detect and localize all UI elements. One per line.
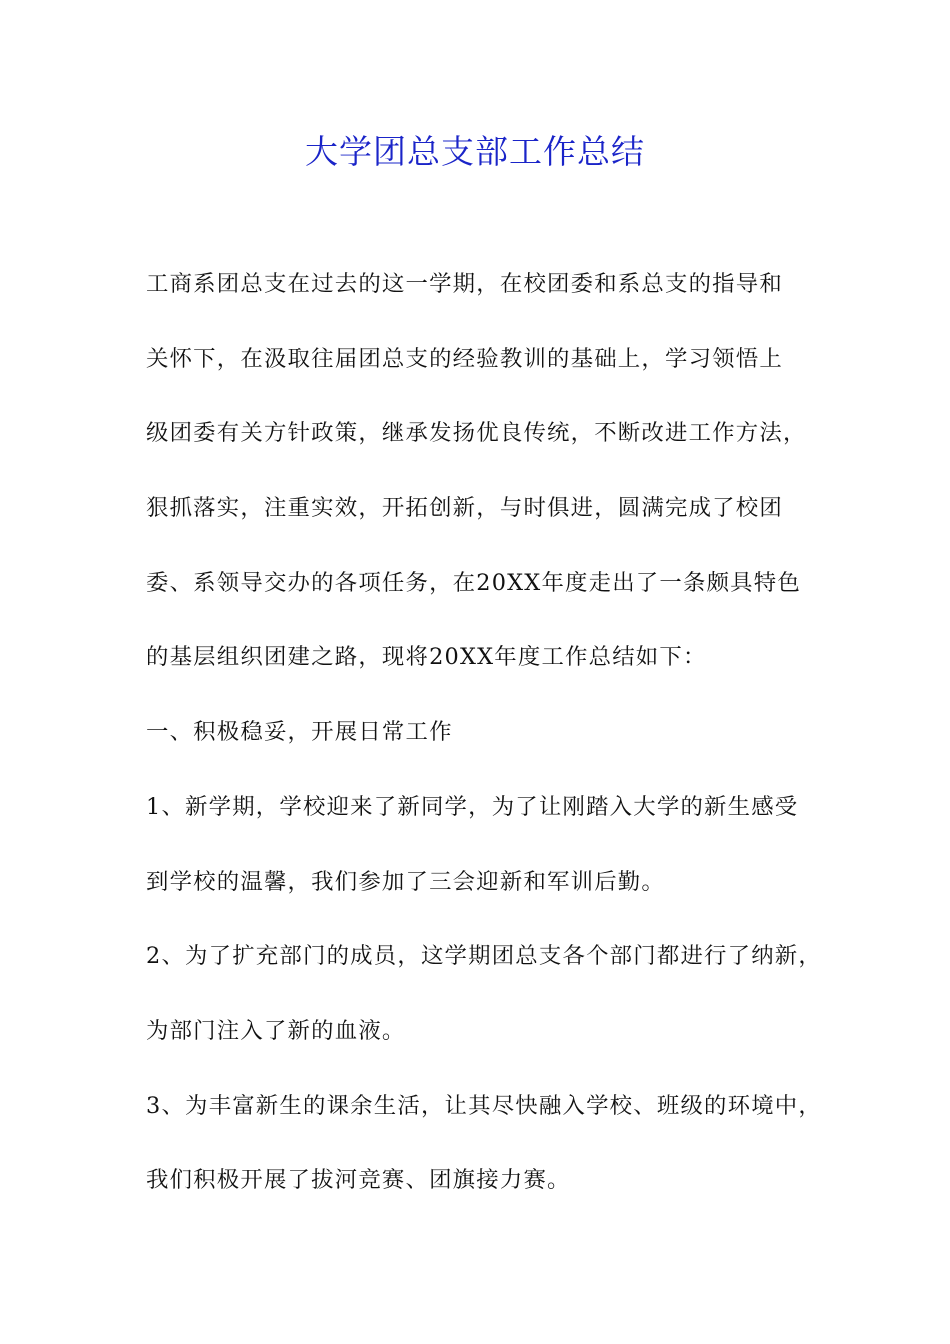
- body-line: 级团委有关方针政策，继承发扬优良传统，不断改进工作方法，: [146, 420, 807, 447]
- body-line: 我们积极开展了拔河竞赛、团旗接力赛。: [146, 1167, 571, 1194]
- body-line: 工商系团总支在过去的这一学期，在校团委和系总支的指导和: [146, 271, 783, 297]
- body-line: 关怀下，在汲取往届团总支的经验教训的基础上，学习领悟上: [146, 345, 783, 372]
- body-line: 狠抓落实，注重实效，开拓创新，与时俱进，圆满完成了校团: [146, 495, 783, 522]
- body-line: 2、为了扩充部门的成员，这学期团总支各个部门都进行了纳新，: [146, 943, 822, 970]
- body-line: 1、新学期，学校迎来了新同学，为了让刚踏入大学的新生感受: [146, 793, 799, 820]
- body-line: 委、系领导交办的各项任务，在20XX年度走出了一条颇具特色: [146, 569, 801, 596]
- body-line: 的基层组织团建之路，现将20XX年度工作总结如下：: [146, 644, 707, 671]
- document-body: [146, 264, 822, 1235]
- body-line: 到学校的温馨，我们参加了三会迎新和军训后勤。: [146, 868, 665, 895]
- body-line: 3、为丰富新生的课余生活，让其尽快融入学校、班级的环境中，: [146, 1092, 822, 1119]
- section-heading: 一、积极稳妥，开展日常工作: [146, 719, 453, 746]
- body-line: 为部门注入了新的血液。: [146, 1017, 406, 1044]
- document-title: 大学团总支部工作总结: [305, 132, 645, 171]
